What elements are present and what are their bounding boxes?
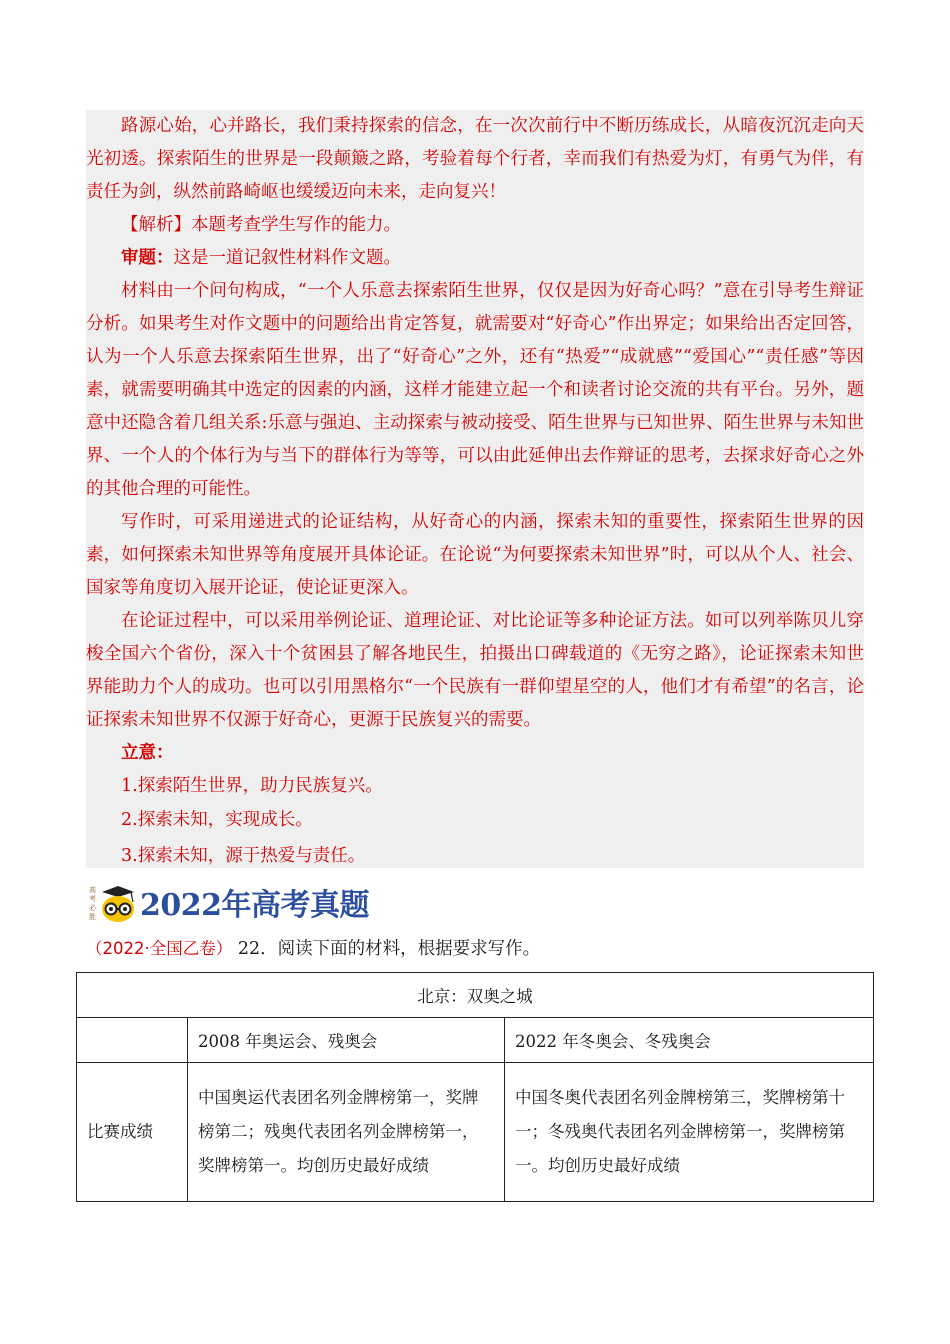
- logo-char-3: 必: [89, 904, 96, 912]
- analysis-paragraph-2: 写作时，可采用递进式的论证结构，从好奇心的内涵，探索未知的重要性，探索陌生世界的因素，如何探索未知世界等角度展开具体论证。在论说“为何要探索未知世界”时，可以从个人、社会、国家等角度切入展开论证，使论证更深入。: [86, 512, 864, 598]
- analysis-paragraph-1: 材料由一个问句构成，“一个人乐意去探索陌生世界，仅仅是因为好奇心吗？”意在引导考生辩证分析。如果考生对作文题中的问题给出肯定答复，就需要对“好奇心”作出界定；如果给出否定回答，认为一个人乐意去探索陌生世界，出了“好奇心”之外，还有“热爱”“成就感”“爱国心”“责任感”等因素，就需要明确其中选定的因素的内涵，这样才能建立起一个和读者讨论交流的共有平台。另外，题意中还隐含着几组关系:乐意与强迫、主动探索与被动接受、陌生世界与已知世界、陌生世界与未知世界、一个人的个体行为与当下的群体行为等等，可以由此延伸出去作辩证的思考，去探求好奇心之外的其他合理的可能性。: [86, 281, 864, 499]
- review-text: 这是一道记叙性材料作文题。: [173, 248, 401, 268]
- essay-conclusion: 路源心始，心并路长，我们秉持探索的信念，在一次次前行中不断历练成长，从暗夜沉沉走向天光初透。探索陌生的世界是一段颠簸之路，考验着每个行者，幸而我们有热爱为灯，有勇气为伴，有责任为剑，纵然前路崎岖也缓缓迈向未来，走向复兴！: [86, 116, 864, 202]
- idea-heading: [86, 737, 864, 770]
- logo-char-1: 高: [89, 886, 96, 894]
- table-row: [77, 1063, 874, 1202]
- analysis-text: 本题考查学生写作的能力。: [191, 215, 401, 235]
- logo-char-2: 考: [89, 895, 96, 903]
- row-2008-results: 中国奥运代表团名列金牌榜第一，奖牌榜第二；残奥代表团名列金牌榜第一，奖牌榜第一。均创历史最好成绩: [188, 1063, 505, 1202]
- olympics-table: [76, 972, 874, 1202]
- question-text: 22．阅读下面的材料，根据要求写作。: [237, 939, 541, 959]
- table-header-2008: 2008 年奥运会、残奥会: [188, 1018, 505, 1063]
- question-source: （2022·全国乙卷）: [86, 939, 233, 958]
- review-line: [86, 242, 864, 275]
- idea-item-3: 3.探索未知，源于热爱与责任。: [121, 846, 366, 866]
- logo-char-4: 胜: [89, 913, 96, 921]
- idea-item-1: 1.探索陌生世界，助力民族复兴。: [121, 776, 383, 796]
- section-heading: [86, 878, 486, 926]
- table-header-row: [77, 1018, 874, 1063]
- idea-item-2: 2.探索未知，实现成长。: [121, 810, 313, 830]
- table-header-empty: [77, 1018, 188, 1063]
- row-label: 比赛成绩: [77, 1063, 188, 1202]
- analysis-intro: [86, 209, 864, 242]
- table-title: 北京：双奥之城: [77, 973, 874, 1018]
- owl-graduate-icon: [86, 880, 138, 924]
- analysis-label: 【解析】: [121, 215, 191, 235]
- analysis-paragraph-3: 在论证过程中，可以采用举例论证、道理论证、对比论证等多种论证方法。如可以列举陈贝儿穿梭全国六个省份，深入十个贫困县了解各地民生，拍摄出口碑载道的《无穷之路》，论证探索未知世界能助力个人的成功。也可以引用黑格尔“一个民族有一群仰望星空的人，他们才有希望”的名言，论证探索未知世界不仅源于好奇心，更源于民族复兴的需要。: [86, 611, 864, 730]
- idea-label: 立意：: [121, 743, 174, 763]
- question-line: [86, 934, 540, 964]
- section-title: 2022年高考真题: [140, 888, 369, 923]
- row-2022-results: 中国冬奥代表团名列金牌榜第三，奖牌榜第十一；冬残奥代表团名列金牌榜第一，奖牌榜第一。均创历史最好成绩: [505, 1063, 874, 1202]
- review-label: 审题：: [121, 248, 174, 268]
- table-header-2022: 2022 年冬奥会、冬残奥会: [505, 1018, 874, 1063]
